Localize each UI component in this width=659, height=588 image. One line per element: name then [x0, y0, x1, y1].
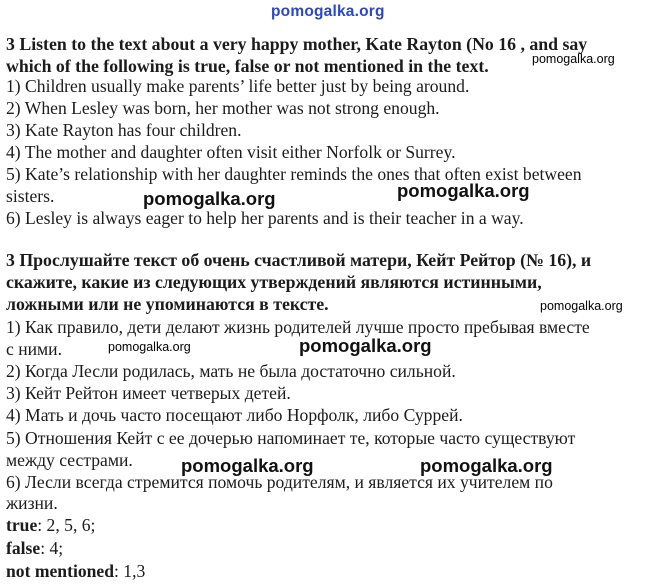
answer-true [6, 514, 95, 536]
russian-item-1-cont: с ними. [6, 339, 62, 359]
answer-false [6, 537, 63, 559]
answer-not-mentioned [6, 560, 145, 582]
english-heading-line-2: which of the following is true, false or not mentioned in the text. [6, 56, 489, 76]
russian-item-6: 6) Лесли всегда стремится помочь родителям, и является их учителем по [6, 472, 553, 492]
answer-not-mentioned-label: not mentioned [6, 561, 115, 581]
russian-item-2: 2) Когда Лесли родилась, мать не была достаточно сильной. [6, 361, 456, 381]
watermark-small: pomogalka.org [540, 299, 623, 313]
english-item-4: 4) The mother and daughter often visit either Norfolk or Surrey. [6, 142, 456, 162]
english-item-5-cont: sisters. [6, 186, 55, 206]
english-item-5: 5) Kate’s relationship with her daughter reminds the ones that often exist between [6, 164, 582, 184]
answer-true-value: : 2, 5, 6; [37, 515, 96, 535]
russian-item-4: 4) Мать и дочь часто посещают либо Норфолк, либо Суррей. [6, 405, 463, 425]
watermark-small: pomogalka.org [108, 340, 191, 354]
answer-false-label: false [6, 538, 41, 558]
watermark: pomogalka.org [397, 180, 530, 201]
russian-item-5-cont: между сестрами. [6, 450, 133, 470]
answer-false-value: : 4; [40, 538, 64, 558]
answer-true-label: true [6, 515, 38, 535]
watermark-small: pomogalka.org [532, 52, 615, 66]
english-heading-line-1: 3 Listen to the text about a very happy mother, Kate Rayton (No 16 , and say [6, 34, 588, 54]
russian-heading-line-2: скажите, какие из следующих утверждений являются истинными, [6, 272, 542, 292]
russian-heading-line-3: ложными или не упоминаются в тексте. [6, 294, 329, 314]
russian-item-5: 5) Отношения Кейт с ее дочерью напоминает те, которые часто существуют [6, 428, 576, 448]
russian-heading-line-1: 3 Прослушайте текст об очень счастливой матери, Кейт Рейтор (№ 16), и [6, 250, 592, 270]
english-item-3: 3) Kate Rayton has four children. [6, 120, 242, 140]
watermark-top: pomogalka.org [271, 3, 385, 20]
watermark: pomogalka.org [143, 188, 276, 209]
english-item-1: 1) Children usually make parents’ life better just by being around. [6, 76, 470, 96]
watermark: pomogalka.org [181, 455, 314, 476]
russian-item-6-cont: жизни. [6, 493, 58, 513]
russian-item-1: 1) Как правило, дети делают жизнь родителей лучше просто пребывая вместе [6, 317, 590, 337]
english-item-6: 6) Lesley is always eager to help her parents and is their teacher in a way. [6, 208, 524, 228]
russian-item-3: 3) Кейт Рейтон имеет четверых детей. [6, 383, 291, 403]
english-item-2: 2) When Lesley was born, her mother was not strong enough. [6, 98, 440, 118]
watermark: pomogalka.org [299, 335, 432, 356]
answer-not-mentioned-value: : 1,3 [114, 561, 146, 581]
watermark: pomogalka.org [420, 455, 553, 476]
